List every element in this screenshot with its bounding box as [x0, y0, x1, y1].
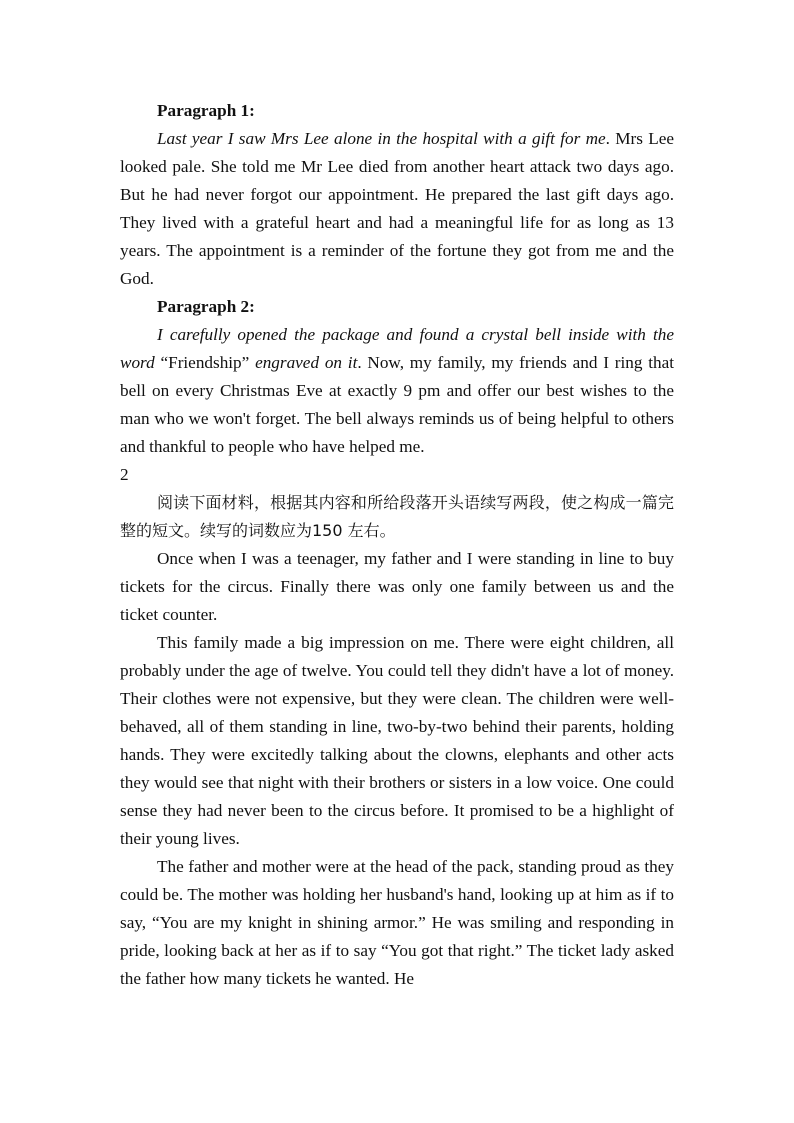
story-paragraph: The father and mother were at the head of the pack, standing proud as they could be. The mother was holding her husband's hand, looking up at him as if to say, “You are my knight in shining armor.” He was smiling and responding in pride, looking back at her as if to say “You got that right.” The ticket lady asked the father how many tickets he wanted. He	[120, 857, 674, 988]
question-number: 2	[120, 465, 129, 484]
paragraph-1-body: . Mrs Lee looked pale. She told me Mr Lee died from another heart attack two days ago. But he had never forgot our appointment. He prepared the last gift days ago. They lived with a grateful heart and had a meaningful life for as long as 13 years. The appointment is a reminder of the fortune they got from me and the God.	[120, 129, 674, 288]
story-paragraph: Once when I was a teenager, my father and I were standing in line to buy tickets for the circus. Finally there was only one family between us and the ticket counter.	[120, 549, 674, 624]
task-instruction: 阅读下面材料，根据其内容和所给段落开头语续写两段，使之构成一篇完整的短文。续写的词数应为150 左右。	[120, 493, 674, 540]
paragraph-2-text	[120, 321, 674, 461]
paragraph-2-heading: Paragraph 2:	[157, 297, 255, 316]
paragraph-1-heading: Paragraph 1:	[157, 101, 255, 120]
story-paragraph: This family made a big impression on me. There were eight children, all probably under the age of twelve. You could tell they didn't have a lot of money. Their clothes were not expensive, but they were clean. The children were well-behaved, all of them standing in line, two-by-two behind their parents, holding hands. They were excitedly talking about the clowns, elephants and other acts they would see that night with their brothers or sisters in a low voice. One could sense they had never been to the circus before. It promised to be a highlight of their young lives.	[120, 633, 674, 848]
paragraph-2-opening-a: I carefully opened the package and found a crystal bell inside with the word	[120, 325, 674, 372]
paragraph-1-opening: Last year I saw Mrs Lee alone in the hospital with a gift for me	[157, 129, 606, 148]
paragraph-1-text	[120, 125, 674, 293]
paragraph-2-quote: “Friendship”	[160, 353, 250, 372]
document-body	[120, 97, 674, 993]
paragraph-2-body: . Now, my family, my friends and I ring that bell on every Christmas Eve at exactly 9 pm and offer our best wishes to the man who we won't forget. The bell always reminds us of being helpful to others and thankful to people who have helped me.	[120, 353, 674, 456]
paragraph-2-opening-b: engraved on it	[249, 353, 358, 372]
